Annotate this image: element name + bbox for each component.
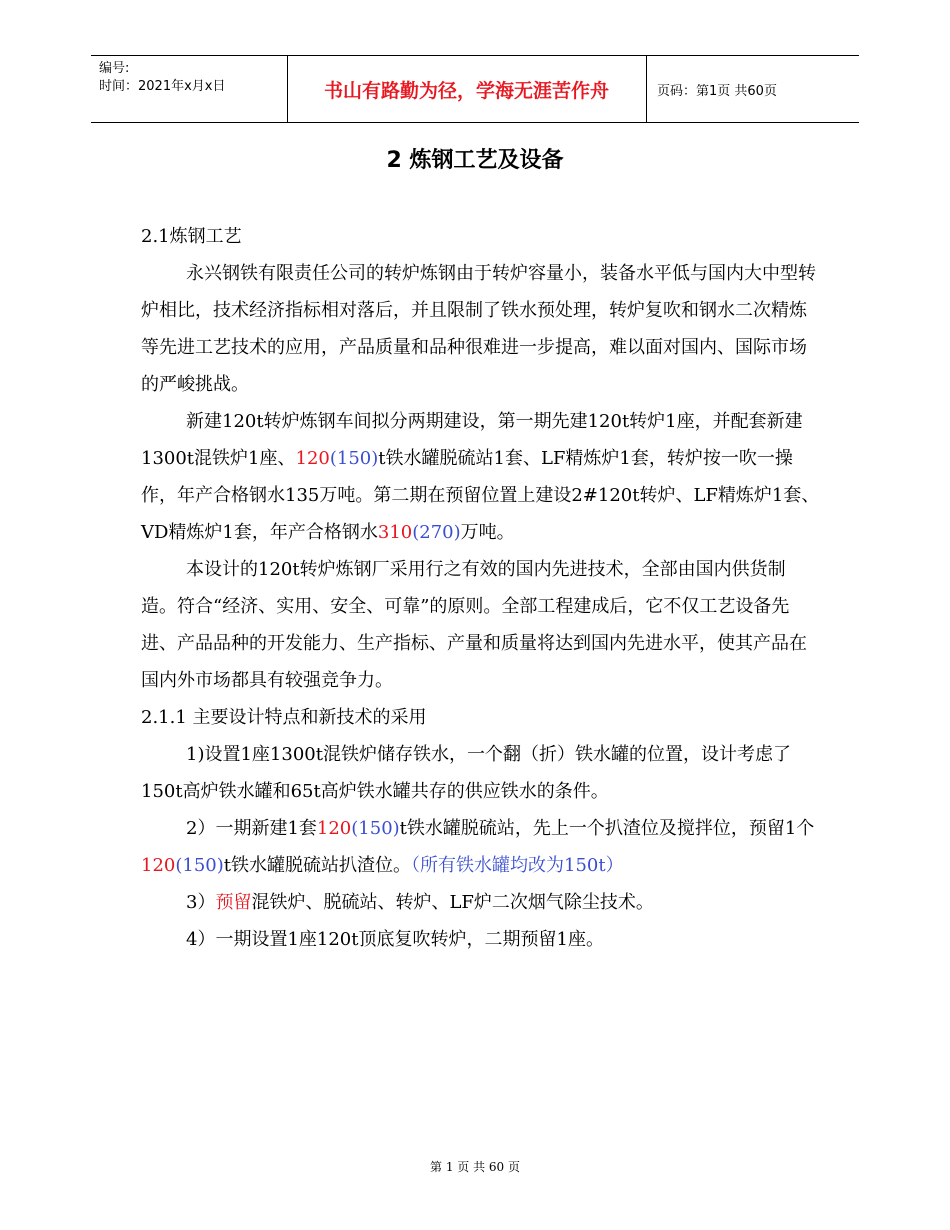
highlight-blue: (150) xyxy=(175,855,224,876)
header-divider xyxy=(646,56,647,122)
highlight-blue: （所有铁水罐均改为150t） xyxy=(411,855,624,876)
highlight-blue: (150) xyxy=(329,448,379,469)
list-item xyxy=(141,810,821,884)
page-header xyxy=(91,55,859,123)
text-run: 2）一期新建1套 xyxy=(186,818,317,839)
header-meta xyxy=(99,60,225,96)
time-label: 时间：2021年x月x日 xyxy=(99,79,226,94)
text-run: t铁水罐脱硫站，先上一个扒渣位及搅拌位，预留1个 xyxy=(399,818,815,839)
list-item xyxy=(141,884,821,921)
highlight-blue: (150) xyxy=(351,818,400,839)
highlight-blue: (270) xyxy=(412,522,461,543)
text-run: t铁水罐脱硫站1套、LF精炼炉1套，转炉按一吹一操作，年产合格钢水135万吨。第二期在预留位置上建设2#120t转炉、LF精炼炉1套、VD精炼炉1套，年产合格钢水 xyxy=(141,448,820,543)
text-run: 万吨。 xyxy=(460,522,515,543)
highlight-red: 120 xyxy=(316,818,352,839)
list-item: 4）一期设置1座120t顶底复吹转炉，二期预留1座。 xyxy=(186,929,604,950)
number-label: 编号: xyxy=(99,61,130,76)
header-motto: 书山有路勤为径，学海无涯苦作舟 xyxy=(323,80,609,102)
paragraph: 永兴钢铁有限责任公司的转炉炼钢由于转炉容量小，装备水平低与国内大中型转炉相比，技术经济指标相对落后，并且限制了铁水预处理，转炉复吹和钢水二次精炼等先进工艺技术的应用，产品质量和品种很难进一步提高，难以面对国内、国际市场的严峻挑战。 xyxy=(141,263,816,395)
highlight-red: 310 xyxy=(377,522,413,543)
document-body xyxy=(141,218,821,958)
list-item: 1)设置1座1300t混铁炉储存铁水，一个翻（折）铁水罐的位置，设计考虑了150t高炉铁水罐和65t高炉铁水罐共存的供应铁水的条件。 xyxy=(141,744,791,802)
text-run: t铁水罐脱硫站扒渣位。 xyxy=(223,855,411,876)
text-run: 混铁炉、脱硫站、转炉、LF炉二次烟气除尘技术。 xyxy=(251,892,654,913)
paragraph xyxy=(141,403,821,551)
header-page-info: 页码：第1页 共60页 xyxy=(657,84,777,99)
text-run: 3） xyxy=(186,892,216,913)
text-run: 新建120t转炉炼钢车间拟分两期建设，第一期先建120t转炉1座，并配套新建1300t混铁炉1座、 xyxy=(141,411,803,469)
highlight-red: 120 xyxy=(295,448,330,469)
page-title: 2 炼钢工艺及设备 xyxy=(386,148,564,173)
highlight-red: 预留 xyxy=(215,892,252,913)
paragraph: 本设计的120t转炉炼钢厂采用行之有效的国内先进技术，全部由国内供货制造。符合“经济、实用、安全、可靠”的原则。全部工程建成后，它不仅工艺设备先进、产品品种的开发能力、生产指标、产量和质量将达到国内先进水平，使其产品在国内外市场都具有较强竞争力。 xyxy=(141,559,807,691)
section-heading: 2.1炼钢工艺 xyxy=(141,226,242,247)
highlight-red: 120 xyxy=(141,855,176,876)
subsection-heading: 2.1.1 主要设计特点和新技术的采用 xyxy=(141,707,427,728)
page-footer: 第 1 页 共 60 页 xyxy=(430,1160,520,1174)
